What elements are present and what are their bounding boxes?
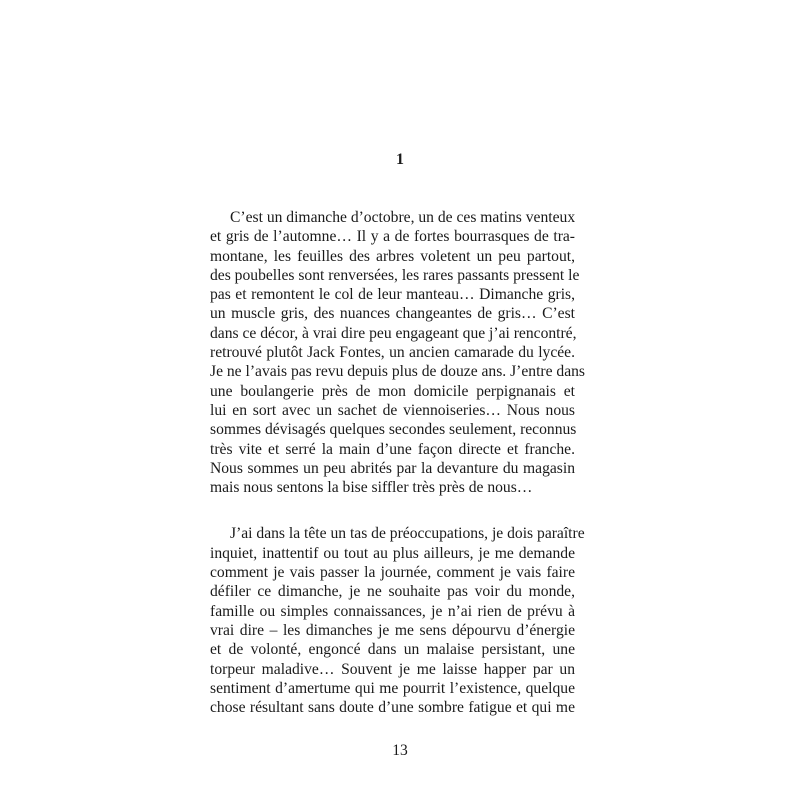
- text-line: des poubelles sont renversées, les rares passants pressent le: [210, 266, 580, 284]
- text-line: comment je vais passer la journée, comment je vais faire: [210, 564, 575, 582]
- text-line: et gris de l’automne… Il y a de fortes bourrasques de tra-: [210, 228, 575, 246]
- text-line: C’est un dimanche d’octobre, un de ces matins venteux: [230, 209, 576, 226]
- text-line: Je ne l’avais pas revu depuis plus de douze ans. J’entre dans: [210, 363, 586, 381]
- text-line: mais nous sentons la bise siffler très près de nous…: [210, 479, 533, 497]
- text-line: inquiet, inattentif ou tout au plus ailleurs, je me demande: [210, 544, 575, 562]
- text-line: montane, les feuilles des arbres voletent un peu partout,: [210, 247, 575, 265]
- text-line: très vite et serré la main d’une façon directe et franche.: [210, 440, 575, 458]
- text-line: vrai dire – les dimanches je me sens dépourvu d’énergie: [210, 621, 575, 639]
- text-line: défiler ce dimanche, je ne souhaite pas voir du monde,: [210, 583, 575, 601]
- body-text: [210, 208, 586, 717]
- text-line: chose résultant sans doute d’une sombre fatigue et qui me: [210, 699, 575, 717]
- text-line: une boulangerie près de mon domicile perpignanais et: [210, 382, 575, 400]
- paragraph-gap: [210, 497, 575, 524]
- text-line: lui en sort avec un sachet de viennoiseries… Nous nous: [210, 401, 575, 419]
- page-number: 13: [392, 742, 408, 759]
- text-line: et de volonté, engoncé dans un malaise persistant, une: [210, 641, 575, 659]
- text-line: retrouvé plutôt Jack Fontes, un ancien camarade du lycée.: [210, 344, 575, 362]
- text-line: pas et remontent le col de leur manteau… Dimanche gris,: [210, 286, 575, 304]
- text-line: un muscle gris, des nuances changeantes de gris… C’est: [210, 305, 575, 323]
- text-line: Nous sommes un peu abrités par la devanture du magasin: [210, 459, 575, 477]
- text-line: torpeur maladive… Souvent je me laisse happer par un: [210, 660, 575, 678]
- text-line: J’ai dans la tête un tas de préoccupations, je dois paraître: [230, 525, 585, 543]
- text-line: famille ou simples connaissances, je n’ai rien de prévu à: [210, 602, 575, 620]
- text-line: dans ce décor, à vrai dire peu engageant que j’ai rencontré,: [210, 324, 577, 342]
- paragraph-1: [210, 208, 586, 497]
- text-line: sentiment d’amertume qui me pourrit l’existence, quelque: [210, 679, 575, 697]
- text-line: sommes dévisagés quelques secondes seulement, reconnus: [210, 421, 577, 439]
- chapter-number: 1: [396, 151, 404, 168]
- paragraph-2: [210, 524, 585, 717]
